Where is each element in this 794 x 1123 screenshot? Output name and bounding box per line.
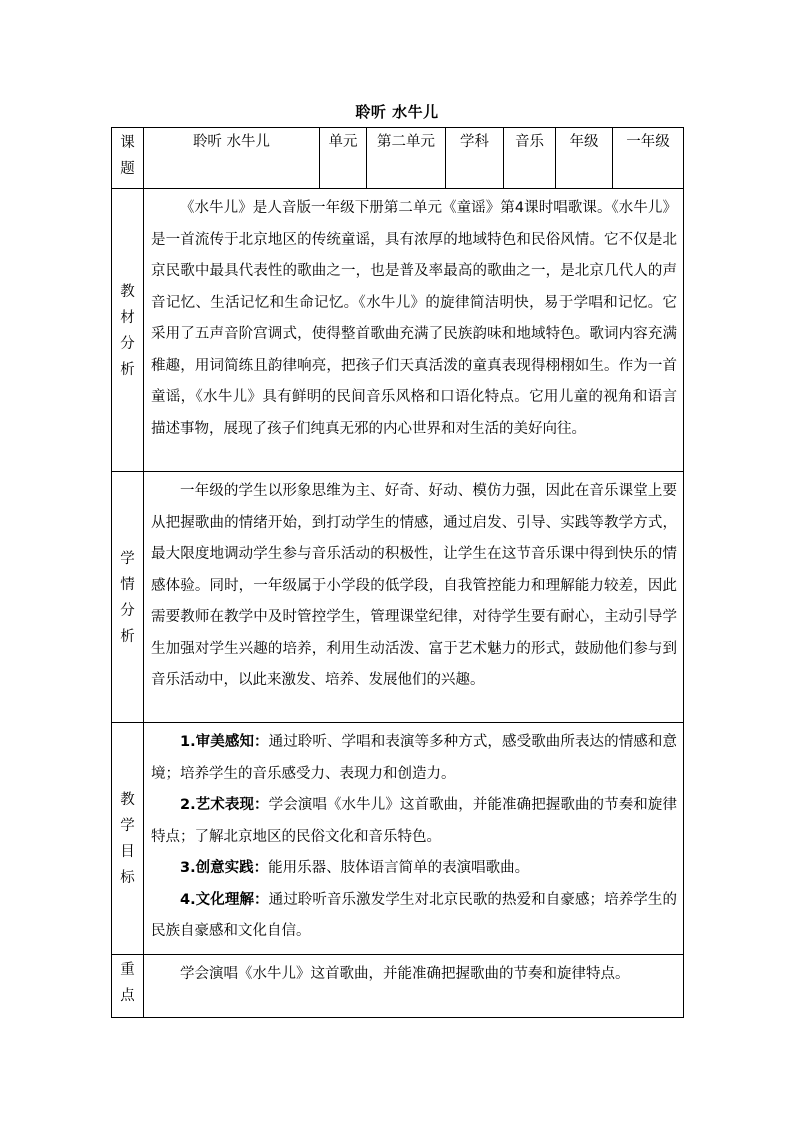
goals-label: 教学目标 [120,792,135,887]
lesson-plan-table [111,127,684,1018]
goal-text-2: 学会演唱《水牛儿》这首歌曲，并能准确把握歌曲的节奏和旋律特点；了解北京地区的民俗文化和音乐特色。 [151,797,677,845]
topic-label-cell [112,128,144,189]
subject-value: 音乐 [504,128,556,189]
goals-content [144,723,684,955]
document-title: 聆听 水牛儿 [355,103,439,121]
goal-text-4: 通过聆听音乐激发学生对北京民歌的热爱和自豪感；培养学生的民族自豪感和文化自信。 [151,891,677,939]
students-row [112,472,684,723]
goal-item-4 [151,885,677,948]
header-row [112,128,684,189]
goal-heading-3: 3.创意实践： [180,860,269,876]
material-paragraph: 《水牛儿》是人音版一年级下册第二单元《童谣》第4课时唱歌课。《水牛儿》是一首流传于北京地区的传统童谣，具有浓厚的地域特色和民俗风情。它不仅是北京民歌中最具代表性的歌曲之一，也是普及率最高的歌曲之一，是北京几代人的声音记忆、生活记忆和生命记忆。《水牛儿》的旋律简洁明快，易于学唱和记忆。它采用了五声音阶宫调式，使得整首歌曲充满了民族韵味和地域特色。歌词内容充满稚趣，用词简练且韵律响亮，把孩子们天真活泼的童真表现得栩栩如生。作为一首童谣，《水牛儿》具有鲜明的民间音乐风格和口语化特点。它用儿童的视角和语言描述事物，展现了孩子们纯真无邪的内心世界和对生活的美好向往。 [151,200,677,437]
goal-item-1 [151,727,677,790]
goal-text-3: 能用乐器、肢体语言简单的表演唱歌曲。 [268,860,530,876]
material-row [112,189,684,472]
students-label: 学情分析 [120,551,135,645]
goal-item-3 [151,853,677,885]
topic-label: 课题 [120,135,135,177]
key-paragraph: 学会演唱《水牛儿》这首歌曲，并能准确把握歌曲的节奏和旋律特点。 [180,965,630,982]
goal-heading-4: 4.文化理解： [180,891,269,908]
material-content [144,189,684,472]
unit-label: 单元 [320,128,367,189]
key-label: 重点 [120,961,135,1004]
material-label-cell [112,189,144,472]
students-paragraph: 一年级的学生以形象思维为主、好奇、好动、模仿力强，因此在音乐课堂上要从把握歌曲的情绪开始，到打动学生的情感，通过启发、引导、实践等教学方式，最大限度地调动学生参与音乐活动的积极性，让学生在这节音乐课中得到快乐的情感体验。同时，一年级属于小学段的低学段，自我管控能力和理解能力较差，因此需要教师在教学中及时管控学生，管理课堂纪律，对待学生要有耐心，主动引导学生加强对学生兴趣的培养，利用生动活泼、富于艺术魅力的形式，鼓励他们参与到音乐活动中，以此来激发、培养、发展他们的兴趣。 [151,483,677,688]
key-content [144,954,684,1017]
unit-value: 第二单元 [367,128,446,189]
goal-item-2 [151,790,677,853]
goals-label-cell [112,723,144,955]
topic-value: 聆听 水牛儿 [144,128,320,189]
grade-value: 一年级 [613,128,684,189]
material-label: 教材分析 [120,284,135,378]
goal-heading-2: 2.艺术表现： [180,797,269,813]
grade-label: 年级 [556,128,613,189]
key-label-cell [112,954,144,1017]
goals-row [112,723,684,955]
goal-heading-1: 1.审美感知： [180,734,269,750]
key-row [112,954,684,1017]
subject-label: 学科 [446,128,504,189]
students-content [144,472,684,723]
goal-text-1: 通过聆听、学唱和表演等多种方式，感受歌曲所表达的情感和意境；培养学生的音乐感受力、表现力和创造力。 [151,734,677,782]
students-label-cell [112,472,144,723]
